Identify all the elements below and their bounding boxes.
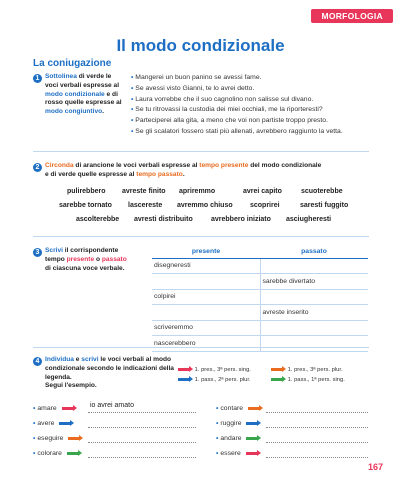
green-arrow-icon (271, 378, 283, 381)
ex4-instr-d: le voci verbali al modo condizionale secondo le indicazioni della legenda. (45, 356, 174, 381)
verb-word[interactable]: avrebbero iniziato (211, 216, 271, 223)
column-header-presente: presente (152, 246, 260, 258)
word-row-2 (0, 201, 401, 211)
column-header-passato: passato (260, 246, 368, 258)
cell-presente[interactable] (152, 305, 260, 321)
answer-line[interactable] (88, 427, 196, 428)
ex1-cong: modo congiuntivo (45, 108, 103, 116)
legend-item-1 (178, 366, 251, 374)
ex3-verb: Scrivi (45, 247, 63, 254)
table-row (152, 336, 368, 352)
ex2-past: tempo passato (136, 170, 183, 178)
cell-passato[interactable]: avreste inserito (260, 305, 368, 321)
table-row (152, 258, 368, 274)
ex2-verb: Circonda (45, 162, 74, 169)
verb-word[interactable]: saresti fuggito (300, 202, 349, 209)
ex2-instr-g: . (182, 170, 185, 178)
blue-arrow-icon (178, 378, 190, 381)
answer-line[interactable] (266, 457, 368, 458)
sentence[interactable]: • Mangerei un buon panino se avessi fame. (131, 73, 343, 84)
verb-item-contare: • contare (216, 405, 263, 412)
page-number: 167 (367, 462, 383, 472)
exercise-1-instructions (45, 73, 125, 117)
ex1-instr-f: . (102, 108, 104, 116)
pink-arrow-icon (178, 368, 190, 371)
sentence[interactable]: • Se tu ritrovassi la custodia dei miei occhiali, me la riporteresti? (131, 105, 343, 116)
verb-word[interactable]: asciugheresti (286, 216, 332, 223)
cell-passato[interactable]: sarebbe divertato (260, 274, 368, 290)
exercise-1-sentences (131, 73, 343, 138)
verb-word[interactable]: avresti distribuito (134, 216, 193, 223)
cell-presente[interactable]: scriveremmo (152, 320, 260, 336)
table-row (152, 320, 368, 336)
answer-line[interactable] (266, 412, 368, 413)
verb-word[interactable]: avremmo chiuso (177, 202, 233, 209)
ex1-instr-b: di verde le voci verbali espresse al (45, 73, 120, 89)
word-row-3 (0, 215, 401, 225)
exercise-2-number: 2 (33, 163, 42, 172)
page-title: Il modo condizionale (116, 36, 285, 55)
cell-presente[interactable] (152, 274, 260, 290)
orange-arrow-icon (68, 437, 80, 440)
sentence[interactable]: • Laura vorrebbe che il suo cagnolino non salisse sul divano. (131, 95, 343, 106)
verb-item-essere: • essere (216, 450, 261, 457)
ex2-instr-b: di arancione le voci verbali espresse al (73, 162, 200, 169)
cell-passato[interactable] (260, 320, 368, 336)
table-row (152, 305, 368, 321)
section-tag: MORFOLOGIA (311, 9, 393, 23)
verb-item-colorare: • colorare (33, 450, 82, 457)
verb-item-eseguire: • eseguire (33, 435, 83, 442)
exercise-4-number: 4 (33, 357, 42, 366)
divider (33, 151, 369, 152)
divider (33, 347, 369, 348)
ex4-instr-b: e (73, 356, 82, 363)
ex3-instr-e: o (94, 255, 102, 263)
pink-arrow-icon (62, 407, 74, 410)
verb-item-avere: • avere (33, 420, 74, 427)
legend-label: 1. pres., 3ª pers. plur. (287, 367, 343, 373)
cell-passato[interactable] (260, 258, 368, 274)
sentence[interactable]: • Parteciperei alla gita, a meno che voi non partiste troppo presto. (131, 116, 343, 127)
verb-item-ruggire: • ruggire (216, 420, 261, 427)
word-row-1 (0, 187, 401, 197)
section-subtitle: La coniugazione (33, 58, 112, 69)
cell-presente[interactable]: nascerebbero (152, 336, 260, 352)
verb-item-andare: • andare (216, 435, 261, 442)
tense-table (152, 246, 368, 352)
answer-line[interactable] (88, 442, 196, 443)
pink-arrow-icon (246, 452, 258, 455)
ex4-verb-c: scrivi (81, 356, 99, 363)
cell-presente[interactable]: disegneresti (152, 258, 260, 274)
verb-word[interactable]: apriremmo (179, 188, 216, 195)
exercise-4-instructions (45, 356, 175, 391)
blue-arrow-icon (59, 422, 71, 425)
answer-line[interactable] (88, 457, 196, 458)
ex2-instr-e: e di verde quelle espresse al (45, 170, 137, 178)
ex3-instr-b: il corrispondente (62, 247, 119, 254)
verb-label: eseguire (37, 435, 64, 442)
legend-label: 1. pass., 1ª pers. sing. (287, 377, 345, 383)
legend-item-3 (271, 366, 343, 374)
legend-item-2 (178, 376, 251, 384)
answer-line[interactable] (88, 412, 196, 413)
orange-arrow-icon (271, 368, 283, 371)
ex4-verb-a: Individua (45, 356, 74, 363)
verb-label: avere (37, 420, 55, 427)
legend-label: 1. pres., 3ª pers. sing. (194, 367, 251, 373)
table-row (152, 274, 368, 290)
verb-label: amare (37, 405, 57, 412)
verb-item-amare: • amare (33, 405, 77, 412)
verb-word[interactable]: ascolterebbe (76, 216, 120, 223)
green-arrow-icon (67, 452, 79, 455)
ex2-instr-d: del modo condizionale (248, 162, 322, 169)
verb-label: essere (220, 450, 241, 457)
verb-label: contare (220, 405, 244, 412)
verb-label: ruggire (220, 420, 242, 427)
orange-arrow-icon (248, 407, 260, 410)
ex1-verb: Sottolinea (45, 73, 77, 80)
answer-line[interactable] (266, 427, 368, 428)
verb-word[interactable]: lascereste (128, 202, 163, 209)
exercise-2-instructions (45, 162, 375, 180)
ex3-instr-g: di ciascuna voce verbale. (45, 264, 125, 272)
verb-word[interactable]: pulirebbero (67, 188, 106, 195)
verb-word[interactable]: avrei capito (243, 188, 282, 195)
ex1-cond: modo condizionale (45, 90, 105, 98)
exercise-3-number: 3 (33, 248, 42, 257)
ex3-present: presente (66, 255, 95, 263)
ex1-instr-d: e di rosso quelle espresse al (45, 90, 122, 107)
exercise-3-instructions (45, 247, 150, 273)
table-row (152, 289, 368, 305)
legend-item-4 (271, 376, 345, 384)
ex4-instr-e: Segui l'esempio. (45, 382, 97, 390)
cell-passato[interactable] (260, 336, 368, 352)
legend-label: 1. pass., 2ª pers. plur. (194, 377, 251, 383)
divider (33, 236, 369, 237)
sentence[interactable]: • Se gli scalatori fossero stati più allenati, avrebbero raggiunto la vetta. (131, 127, 343, 138)
verb-label: andare (220, 435, 242, 442)
verb-word[interactable]: scoprirei (250, 202, 280, 209)
ex3-past: passato (101, 255, 127, 263)
cell-passato[interactable] (260, 289, 368, 305)
green-arrow-icon (246, 437, 258, 440)
cell-presente[interactable]: colpirei (152, 289, 260, 305)
answer-line[interactable] (266, 442, 368, 443)
verb-label: colorare (37, 450, 62, 457)
verb-word[interactable]: scuoterebbe (301, 188, 343, 195)
sentence[interactable]: • Se avessi visto Gianni, te lo avrei detto. (131, 84, 343, 95)
verb-word[interactable]: avreste finito (122, 188, 166, 195)
example-answer: io avrei amato (90, 402, 134, 409)
verb-word[interactable]: sarebbe tornato (59, 202, 112, 209)
blue-arrow-icon (246, 422, 258, 425)
exercise-1-number: 1 (33, 74, 42, 83)
ex2-present: tempo presente (199, 162, 249, 169)
ex3-instr-c: tempo (45, 255, 67, 263)
